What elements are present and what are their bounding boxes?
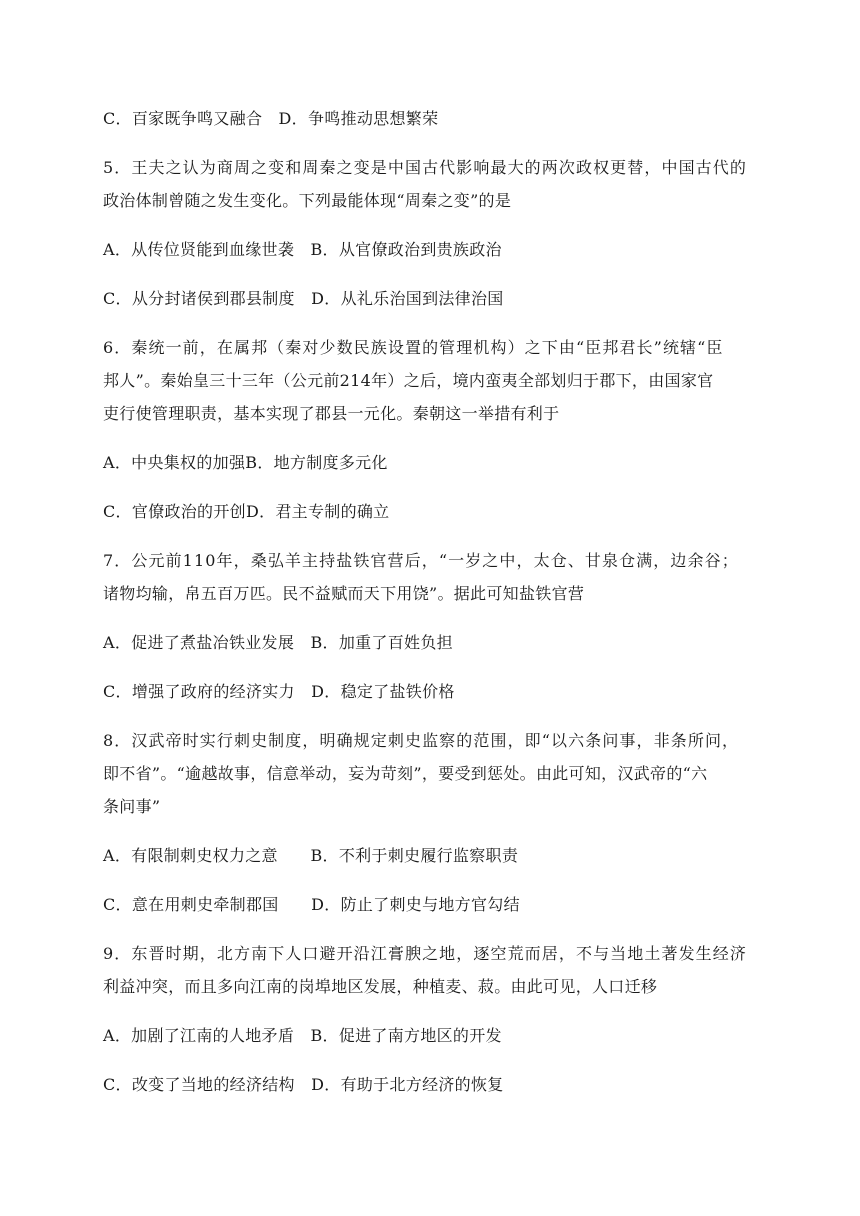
q7-option-cd: C．增强了政府的经济实力 D．稳定了盐铁价格 <box>103 682 455 701</box>
q5-option-ab: A．从传位贤能到血缘世袭 B．从官僚政治到贵族政治 <box>103 240 502 259</box>
q5-option-cd: C．从分封诸侯到郡县制度 D．从礼乐治国到法律治国 <box>103 289 504 308</box>
q6-option-ab: A．中央集权的加强B．地方制度多元化 <box>103 453 388 472</box>
q6-stem-line-1: 6．秦统一前，在属邦（秦对少数民族设置的管理机构）之下由“臣邦君长”统辖“臣 <box>103 338 724 357</box>
q6-stem-line-2: 邦人”。秦始皇三十三年（公元前214年）之后，境内蛮夷全部划归于郡下，由国家官 <box>103 371 714 390</box>
q6-stem-line-3: 吏行使管理职责，基本实现了郡县一元化。秦朝这一举措有利于 <box>103 404 560 423</box>
q9-option-cd: C．改变了当地的经济结构 D．有助于北方经济的恢复 <box>103 1075 504 1094</box>
q8-stem-line-2: 即不省”。“逾越故事，信意举动，妄为苛刻”，要受到惩处。由此可知，汉武帝的“六 <box>103 764 708 783</box>
q7-option-ab: A．促进了煮盐冶铁业发展 B．加重了百姓负担 <box>103 633 453 652</box>
q8-option-cd: C．意在用刺史牵制郡国 D．防止了刺史与地方官勾结 <box>103 895 520 914</box>
q5-stem-line-1: 5．王夫之认为商周之变和周秦之变是中国古代影响最大的两次政权更替，中国古代的 <box>103 158 747 177</box>
q8-stem-line-1: 8．汉武帝时实行刺史制度，明确规定刺史监察的范围，即“以六条问事，非条所问， <box>103 731 740 750</box>
q9-stem-line-2: 利益冲突，而且多向江南的岗埠地区发展，种植麦、菽。由此可见，人口迁移 <box>103 977 658 996</box>
q8-stem-line-3: 条问事” <box>103 797 161 816</box>
q5-stem-line-2: 政治体制曾随之发生变化。下列最能体现“周秦之变”的是 <box>103 191 512 210</box>
q9-stem-line-1: 9．东晋时期，北方南下人口避开沿江膏腴之地，逐空荒而居，不与当地土著发生经济 <box>103 944 747 963</box>
q6-option-cd: C．官僚政治的开创D．君主专制的确立 <box>103 502 390 521</box>
q7-stem-line-1: 7．公元前110年，桑弘羊主持盐铁官营后，“一岁之中，太仓、甘泉仓满，边余谷； <box>103 551 739 570</box>
q4-option-cd: C．百家既争鸣又融合 D．争鸣推动思想繁荣 <box>103 109 439 128</box>
q7-stem-line-2: 诸物均输，帛五百万匹。民不益赋而天下用饶”。据此可知盐铁官营 <box>103 584 585 603</box>
q9-option-ab: A．加剧了江南的人地矛盾 B．促进了南方地区的开发 <box>103 1026 502 1045</box>
q8-option-ab: A．有限制刺史权力之意 B．不利于刺史履行监察职责 <box>103 846 519 865</box>
